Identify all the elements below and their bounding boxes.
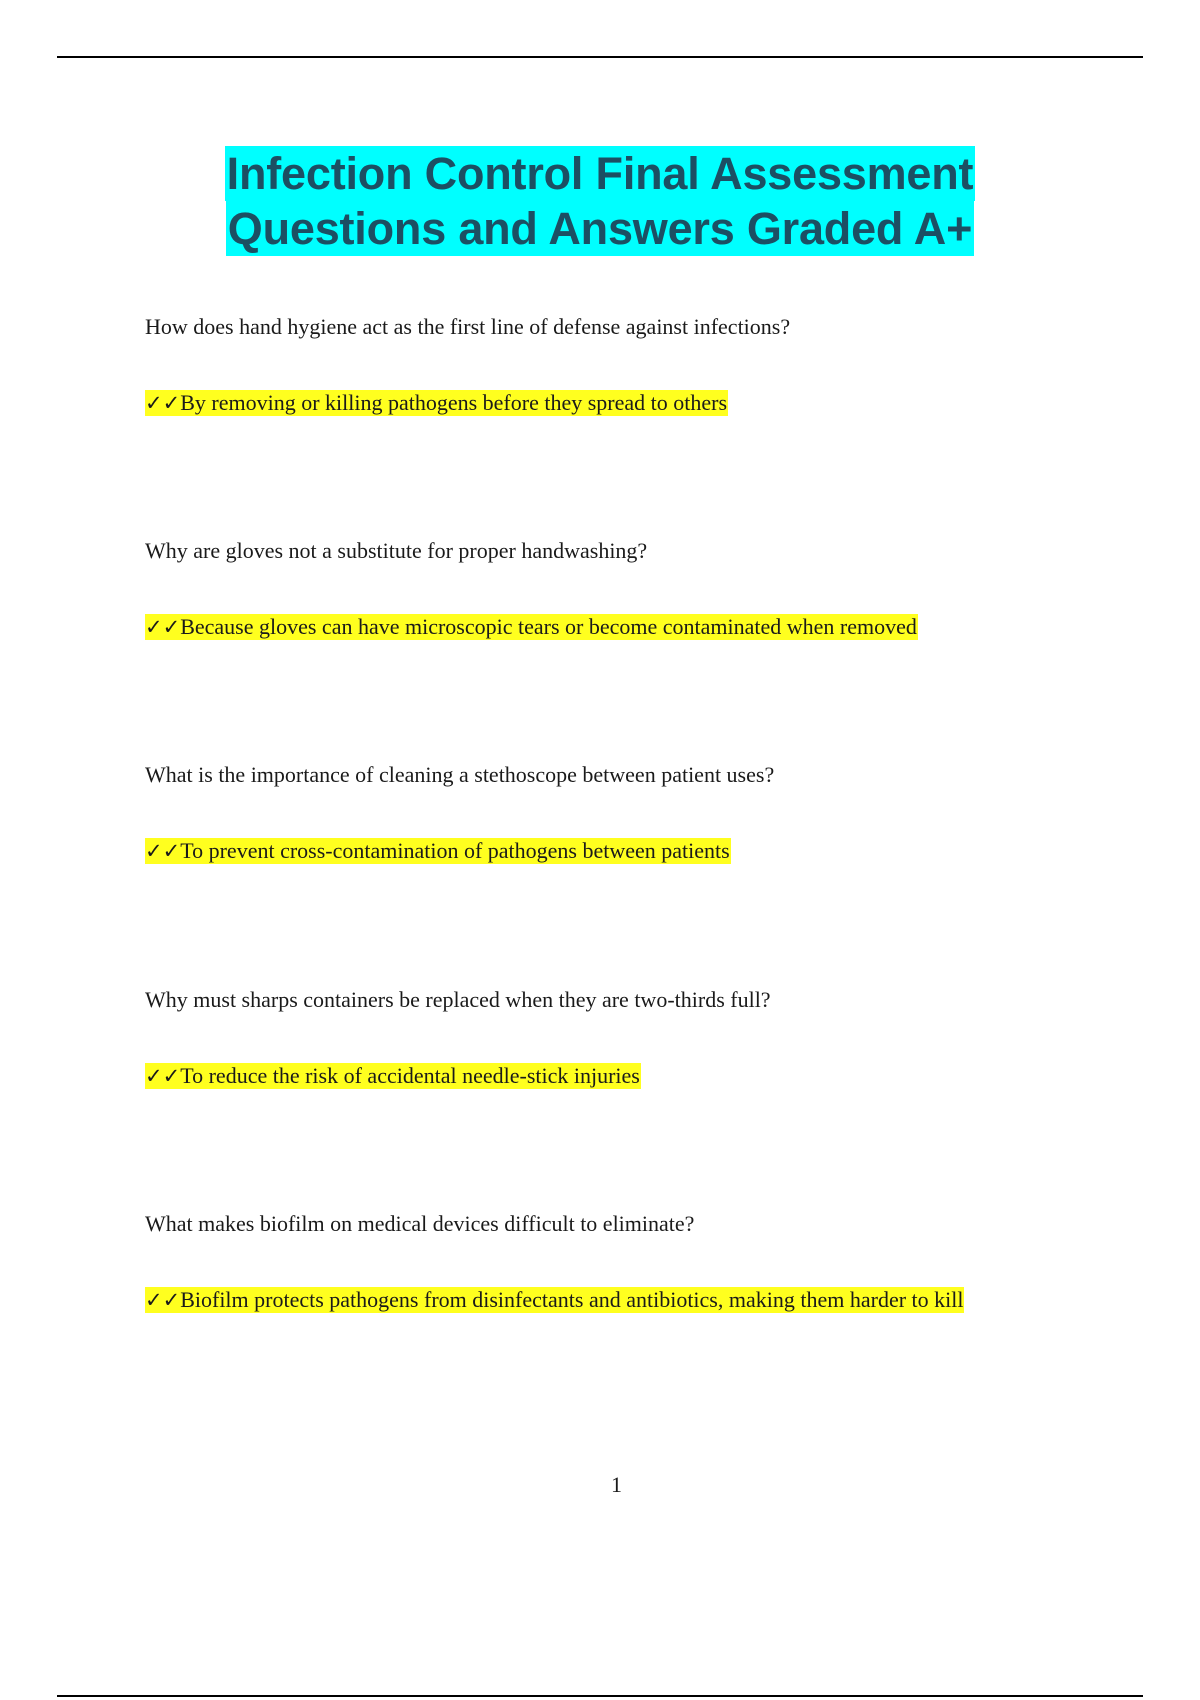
qa-item: [145, 313, 1095, 415]
question-text: Why are gloves not a substitute for proper handwashing?: [145, 538, 648, 563]
qa-item: [145, 537, 1095, 639]
check-icon: ✓✓: [145, 391, 181, 415]
answer-highlight: [145, 1287, 964, 1313]
qa-item: [145, 761, 1095, 863]
answer-highlight: [145, 838, 731, 864]
bottom-rule: [57, 1695, 1143, 1697]
title-line-1: Infection Control Final Assessment: [226, 148, 974, 199]
title-line-2: Questions and Answers Graded A+: [227, 203, 973, 254]
answer-text: To prevent cross-contamination of pathogens between patients: [180, 838, 730, 863]
answer: [145, 1286, 964, 1314]
answer-highlight: [145, 390, 728, 416]
page-number: 1: [611, 1472, 622, 1497]
qa-item: [145, 986, 1095, 1088]
answer: [145, 1062, 641, 1090]
question-text: Why must sharps containers be replaced when they are two-thirds full?: [145, 987, 771, 1012]
answer: [145, 613, 918, 641]
top-rule: [57, 56, 1143, 58]
check-icon: ✓✓: [145, 1064, 181, 1088]
answer-text: Biofilm protects pathogens from disinfectants and antibiotics, making them harder to kill: [180, 1287, 964, 1312]
check-icon: ✓✓: [145, 1288, 181, 1312]
answer-highlight: [145, 1063, 641, 1089]
answer-highlight: [145, 614, 918, 640]
answer-text: Because gloves can have microscopic tears or become contaminated when removed: [180, 614, 917, 639]
question-text: What makes biofilm on medical devices difficult to eliminate?: [145, 1211, 695, 1236]
answer-text: By removing or killing pathogens before they spread to others: [180, 390, 728, 415]
document-title: [0, 146, 1200, 256]
qa-item: [145, 1210, 1095, 1312]
answer: [145, 389, 728, 417]
answer-text: To reduce the risk of accidental needle-stick injuries: [180, 1063, 640, 1088]
answer: [145, 837, 731, 865]
question-text: What is the importance of cleaning a stethoscope between patient uses?: [145, 762, 775, 787]
check-icon: ✓✓: [145, 615, 181, 639]
check-icon: ✓✓: [145, 839, 181, 863]
question-text: How does hand hygiene act as the first line of defense against infections?: [145, 314, 791, 339]
